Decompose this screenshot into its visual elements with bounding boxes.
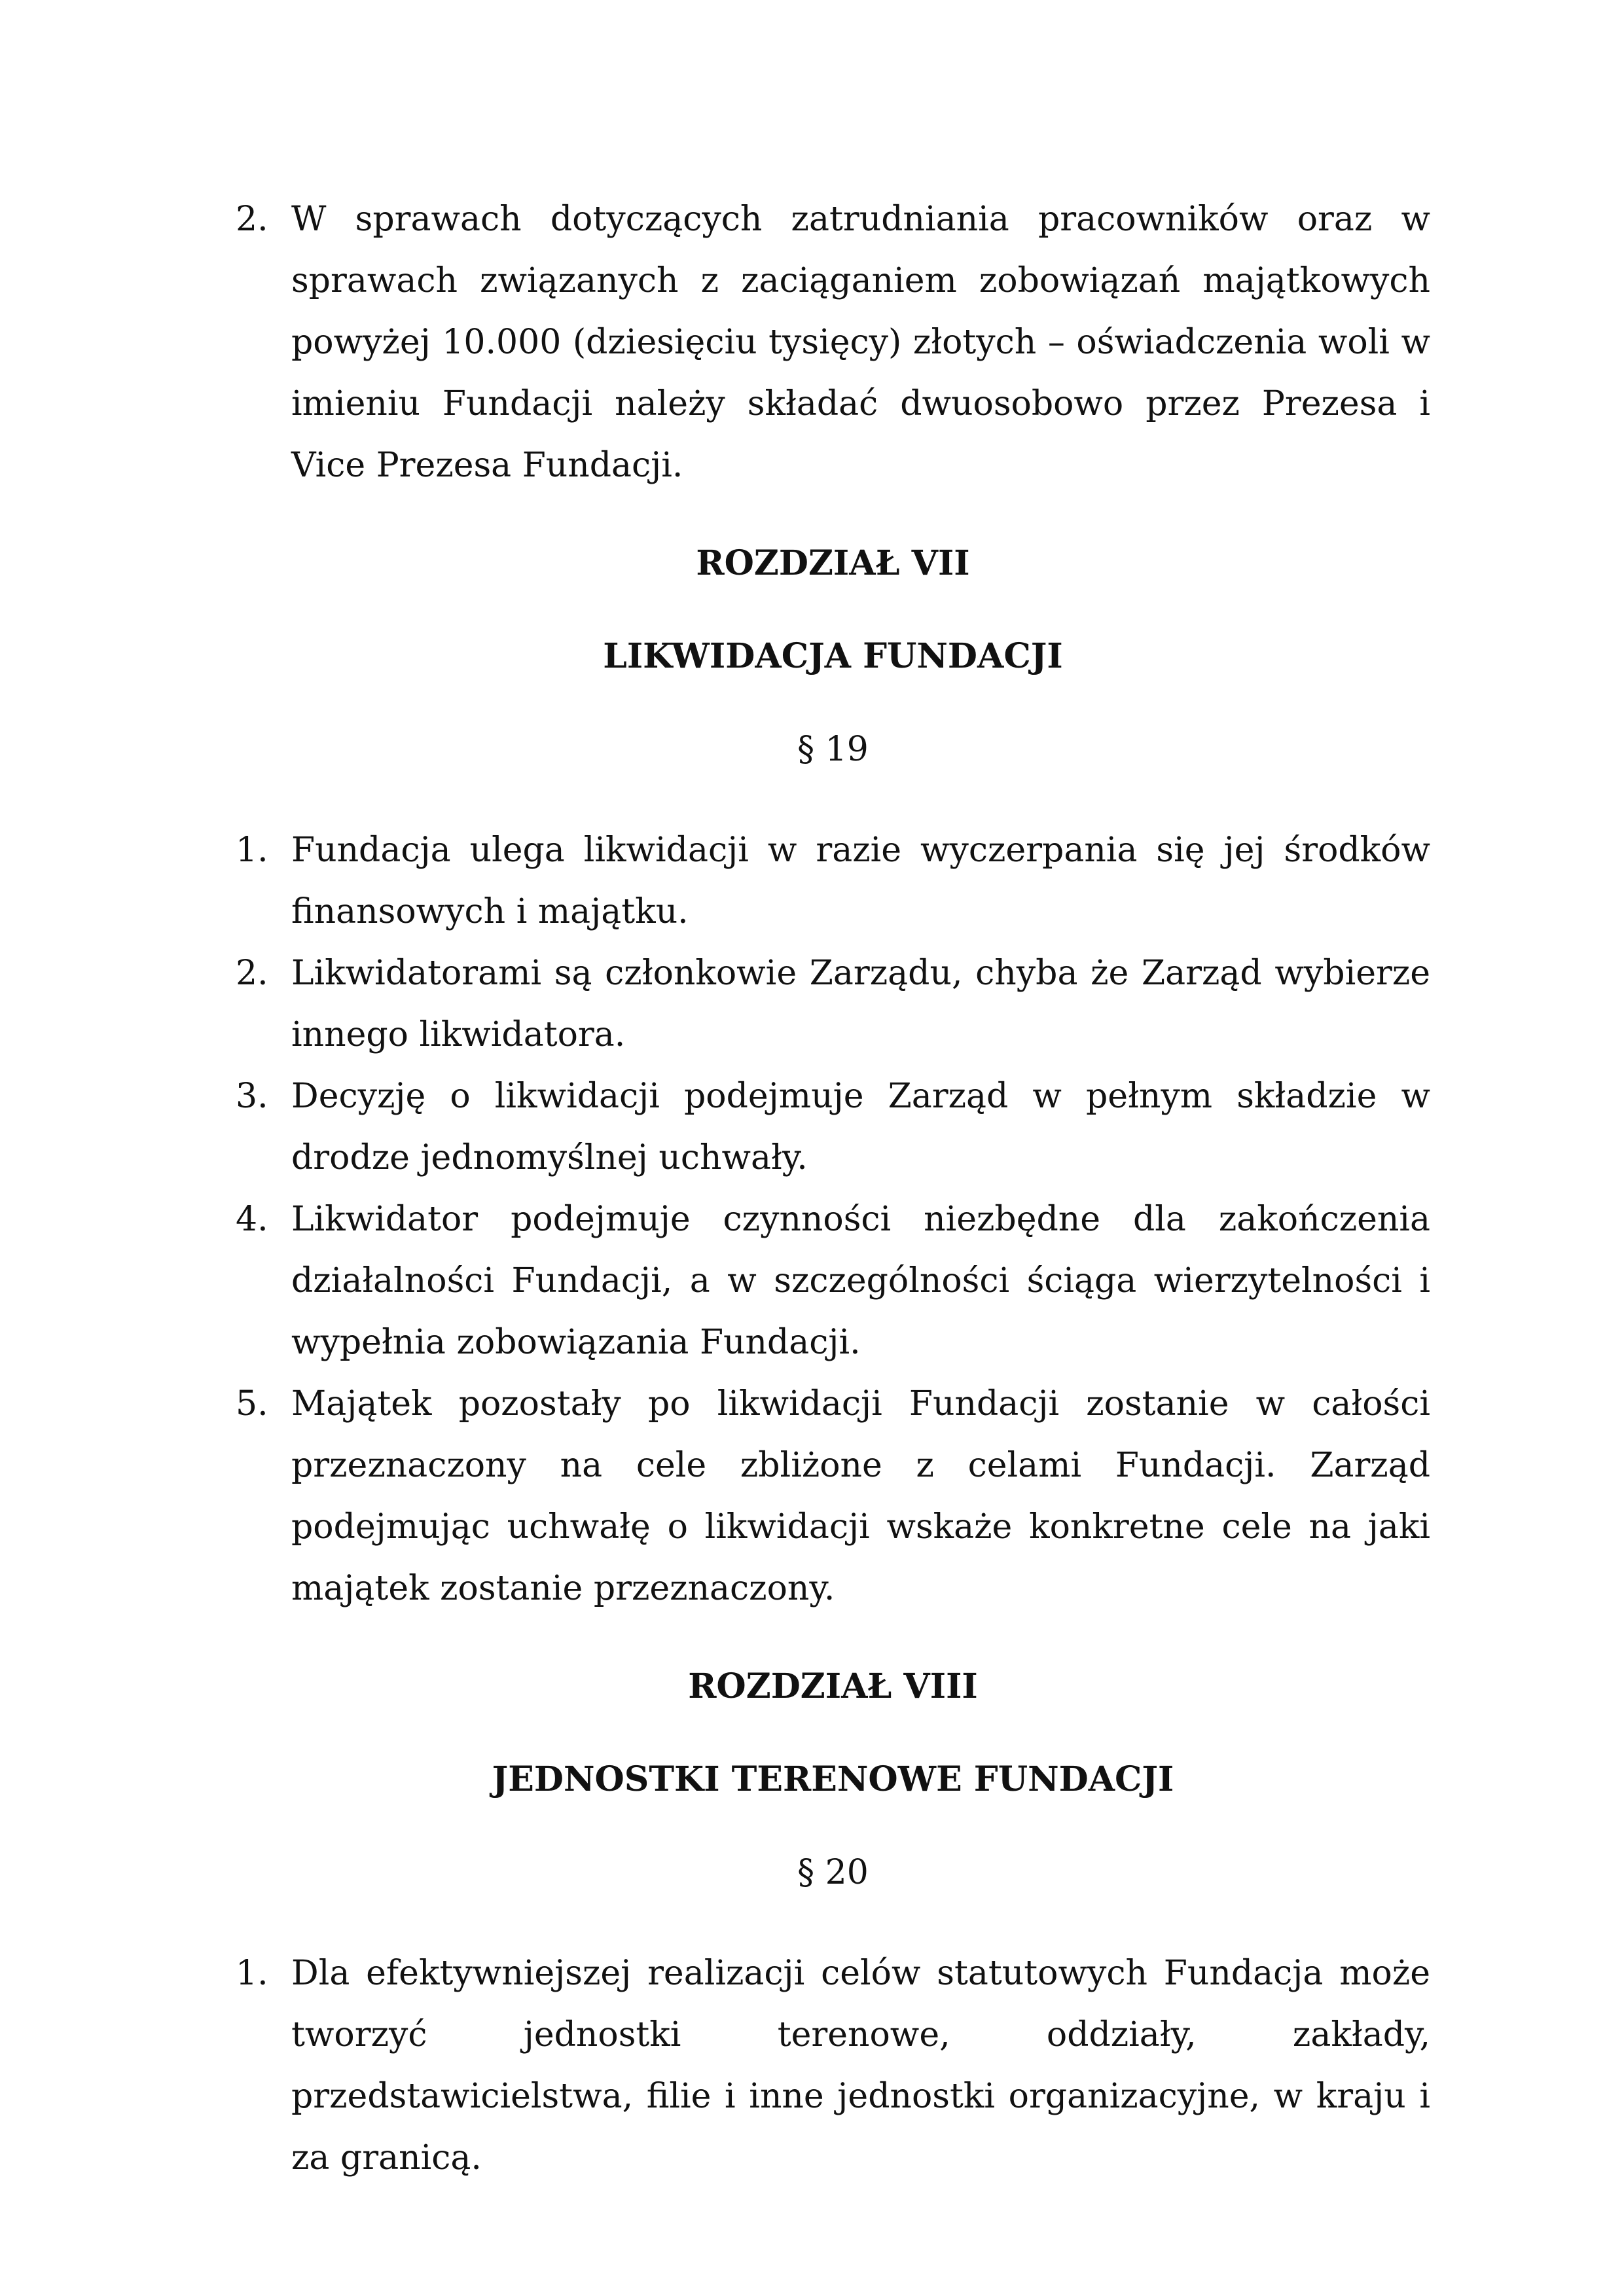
item-number: 1. — [236, 831, 268, 870]
item-text: Dla efektywniejszej realizacji celów statutowych Fundacja może tworzyć jednostki terenowe, oddziały, zakłady, przedstawicielstwa, filie i inne jednostki organizacyjne, w kraju i za granicą. — [291, 1954, 1430, 2178]
item-number: 3. — [236, 1077, 268, 1116]
chapter-7-subtitle: LIKWIDACJA FUNDACJI — [603, 636, 1063, 676]
chapter-7-title: ROZDZIAŁ VII — [696, 543, 970, 583]
item-number: 1. — [236, 1954, 268, 1993]
section-19-mark: § 19 — [797, 730, 869, 769]
list-item — [236, 819, 1430, 942]
chapter-8-title: ROZDZIAŁ VIII — [688, 1666, 978, 1706]
list-item — [236, 188, 1430, 496]
section-20-list — [236, 1943, 1430, 2189]
item-text: Majątek pozostały po likwidacji Fundacji zostanie w całości przeznaczony na cele zbliżone z celami Fundacji. Zarząd podejmując uchwałę o likwidacji wskaże konkretne cele na jaki majątek zostanie przeznaczony. — [291, 1384, 1430, 1608]
list-item — [236, 1943, 1430, 2189]
item-number: 2. — [236, 954, 268, 993]
item-number: 5. — [236, 1384, 268, 1424]
item-text: Fundacja ulega likwidacji w razie wyczerpania się jej środków finansowych i majątku. — [291, 831, 1430, 931]
item-text: Decyzję o likwidacji podejmuje Zarząd w pełnym składzie w drodze jednomyślnej uchwały. — [291, 1077, 1430, 1177]
list-item — [236, 1189, 1430, 1373]
document-body — [236, 188, 1430, 2189]
section-20-mark: § 20 — [797, 1853, 869, 1892]
list-item — [236, 942, 1430, 1066]
list-item — [236, 1373, 1430, 1619]
section-19-list — [236, 819, 1430, 1619]
item-text: Likwidator podejmuje czynności niezbędne dla zakończenia działalności Fundacji, a w szczególności ściąga wierzytelności i wypełnia zobowiązania Fundacji. — [291, 1200, 1430, 1362]
item-text: W sprawach dotyczących zatrudniania pracowników oraz w sprawach związanych z zaciąganiem zobowiązań majątkowych powyżej 10.000 (dziesięciu tysięcy) złotych – oświadczenia woli w imieniu Fundacji należy składać dwuosobowo przez Prezesa i Vice Prezesa Fundacji. — [291, 200, 1430, 485]
chapter-8-subtitle: JEDNOSTKI TERENOWE FUNDACJI — [492, 1759, 1174, 1799]
list-item — [236, 1066, 1430, 1189]
item-number: 2. — [236, 200, 268, 239]
item-number: 4. — [236, 1200, 268, 1239]
item-text: Likwidatorami są członkowie Zarządu, chyba że Zarząd wybierze innego likwidatora. — [291, 954, 1430, 1054]
top-paragraph-list — [236, 188, 1430, 496]
